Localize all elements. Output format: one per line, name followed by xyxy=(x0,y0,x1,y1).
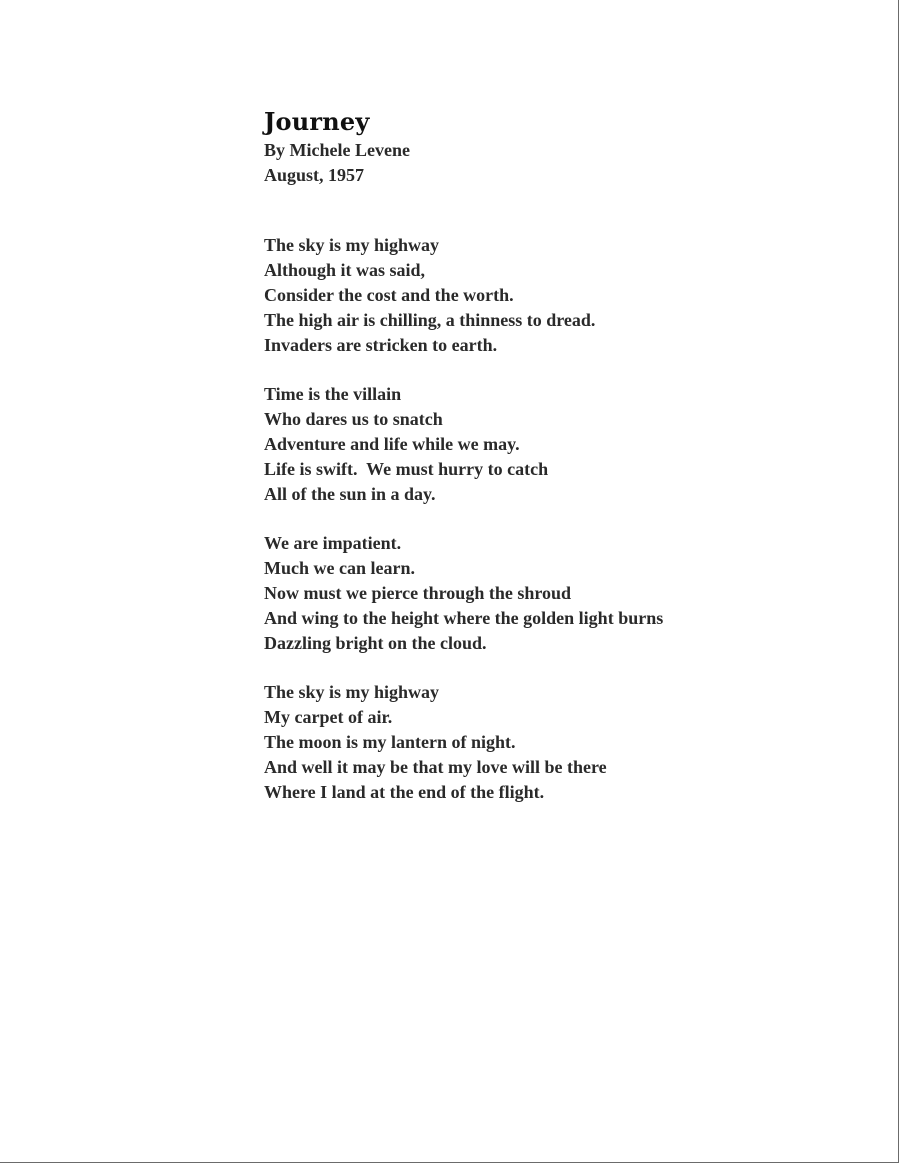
stanza-line: All of the sun in a day. xyxy=(264,484,436,504)
stanza-line: Much we can learn. xyxy=(264,558,415,578)
stanza-line: Who dares us to snatch xyxy=(264,409,443,429)
poem-author: By Michele Levene xyxy=(264,140,410,160)
stanza-line: The high air is chilling, a thinness to dread. xyxy=(264,310,596,330)
header-spacer xyxy=(264,188,824,233)
stanza-line: Consider the cost and the worth. xyxy=(264,285,514,305)
stanza-line: Time is the villain xyxy=(264,384,402,404)
stanza-1 xyxy=(264,233,824,358)
stanza-line: My carpet of air. xyxy=(264,707,393,727)
stanza-line: Now must we pierce through the shroud xyxy=(264,583,572,603)
stanza-line: Although it was said, xyxy=(264,260,426,280)
stanza-line: Dazzling bright on the cloud. xyxy=(264,633,487,653)
stanza-4 xyxy=(264,680,824,805)
stanza-line: And well it may be that my love will be there xyxy=(264,757,607,777)
stanza-line: Life is swift. We must hurry to catch xyxy=(264,459,549,479)
poem xyxy=(264,107,824,829)
stanza-3 xyxy=(264,531,824,656)
stanza-line: And wing to the height where the golden light burns xyxy=(264,608,664,628)
stanza-line: The sky is my highway xyxy=(264,235,440,255)
stanza-line: Invaders are stricken to earth. xyxy=(264,335,498,355)
stanza-line: The moon is my lantern of night. xyxy=(264,732,516,752)
poem-title: Journey xyxy=(264,107,370,136)
stanza-2 xyxy=(264,382,824,507)
stanza-line: Where I land at the end of the flight. xyxy=(264,782,545,802)
stanza-line: We are impatient. xyxy=(264,533,402,553)
stanza-line: Adventure and life while we may. xyxy=(264,434,520,454)
stanza-line: The sky is my highway xyxy=(264,682,440,702)
poem-date: August, 1957 xyxy=(264,165,365,185)
